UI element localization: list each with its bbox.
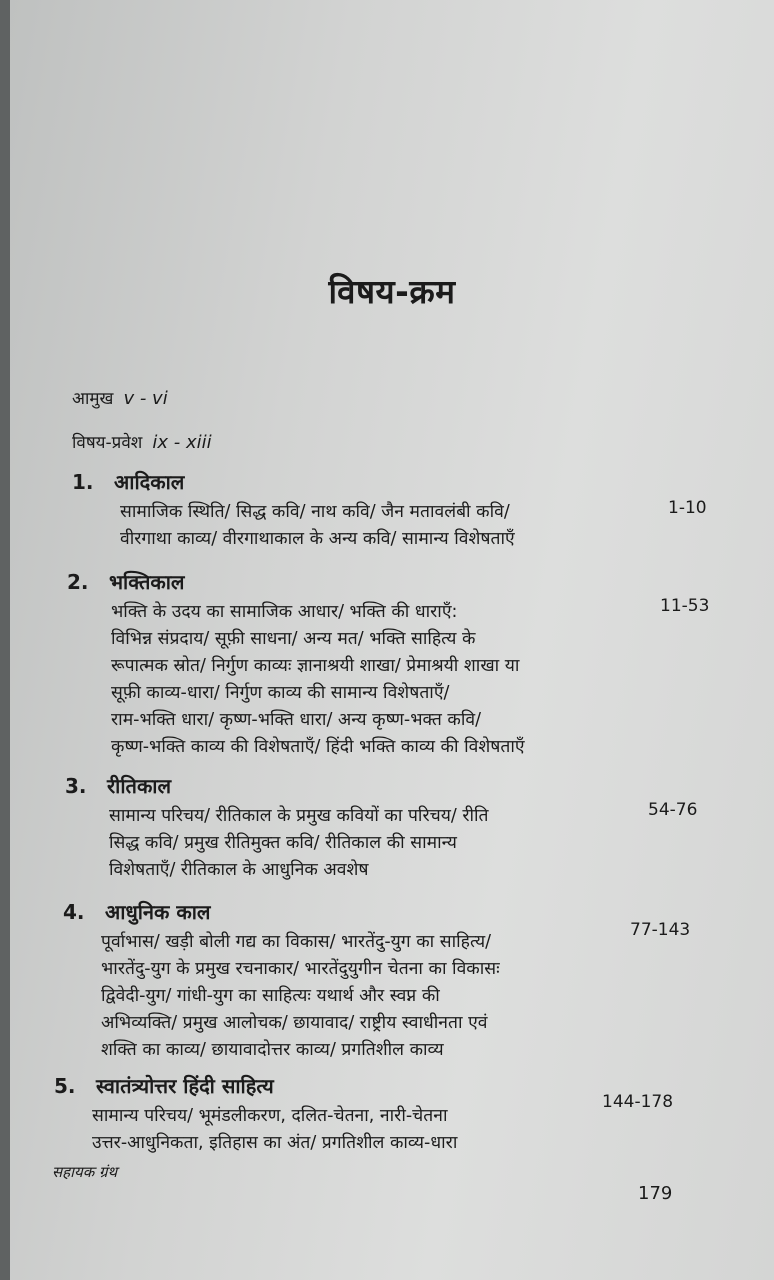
contents-line: भक्ति के उदय का सामाजिक आधार/ भक्ति की धाराएँ: bbox=[111, 602, 458, 622]
chapter-heading bbox=[63, 898, 500, 925]
intro-label: विषय-प्रवेश bbox=[72, 433, 143, 453]
chapter-contents bbox=[101, 929, 500, 1064]
chapter-title: भक्तिकाल bbox=[109, 570, 185, 594]
references-label: सहायक ग्रंथ bbox=[52, 1163, 118, 1181]
chapter-number: 1. bbox=[72, 470, 94, 494]
chapter-title: आदिकाल bbox=[114, 470, 185, 494]
chapter-contents bbox=[92, 1103, 457, 1157]
chapter-heading bbox=[65, 772, 489, 799]
chapter-title: आधुनिक काल bbox=[105, 900, 211, 924]
chapter-3 bbox=[65, 772, 489, 884]
chapter-contents bbox=[120, 499, 515, 553]
chapter-heading bbox=[67, 568, 525, 595]
chapter-heading bbox=[54, 1072, 457, 1099]
intro-item-introduction bbox=[72, 430, 212, 453]
contents-line: शक्ति का काव्य/ छायावादोत्तर काव्य/ प्रगतिशील काव्य bbox=[101, 1040, 444, 1060]
contents-line: कृष्ण-भक्ति काव्य की विशेषताएँ/ हिंदी भक्ति काव्य की विशेषताएँ bbox=[111, 737, 525, 757]
chapter-heading bbox=[72, 468, 515, 495]
chapter-5 bbox=[54, 1072, 457, 1157]
contents-line: सामान्य परिचय/ भूमंडलीकरण, दलित-चेतना, नारी-चेतना bbox=[92, 1106, 448, 1126]
chapter-title: स्वातंत्र्योत्तर हिंदी साहित्य bbox=[96, 1074, 274, 1098]
chapter-1-pages: 1-10 bbox=[668, 498, 707, 518]
book-page bbox=[10, 0, 774, 1280]
chapter-3-pages: 54-76 bbox=[648, 800, 698, 820]
page-title: विषय-क्रम bbox=[328, 272, 456, 311]
contents-line: राम-भक्ति धारा/ कृष्ण-भक्ति धारा/ अन्य कृष्ण-भक्त कवि/ bbox=[111, 710, 482, 730]
chapter-contents bbox=[111, 599, 525, 761]
contents-line: सूफ़ी काव्य-धारा/ निर्गुण काव्य की सामान्य विशेषताएँ/ bbox=[111, 683, 450, 703]
chapter-number: 4. bbox=[63, 900, 85, 924]
contents-line: सामाजिक स्थिति/ सिद्ध कवि/ नाथ कवि/ जैन मतावलंबी कवि/ bbox=[120, 502, 510, 522]
chapter-4-pages: 77-143 bbox=[630, 920, 691, 940]
chapter-2-pages: 11-53 bbox=[660, 596, 710, 616]
chapter-5-pages: 144-178 bbox=[602, 1092, 674, 1112]
chapter-number: 3. bbox=[65, 774, 87, 798]
intro-item-preface bbox=[72, 386, 168, 409]
chapter-1 bbox=[72, 468, 515, 553]
contents-line: सिद्ध कवि/ प्रमुख रीतिमुक्त कवि/ रीतिकाल की सामान्य bbox=[109, 833, 457, 853]
contents-line: पूर्वाभास/ खड़ी बोली गद्य का विकास/ भारतेंदु-युग का साहित्य/ bbox=[101, 932, 492, 952]
contents-line: उत्तर-आधुनिकता, इतिहास का अंत/ प्रगतिशील काव्य-धारा bbox=[92, 1133, 458, 1153]
chapter-number: 2. bbox=[67, 570, 89, 594]
contents-line: द्विवेदी-युग/ गांधी-युग का साहित्यः यथार्थ और स्वप्न की bbox=[101, 986, 440, 1006]
chapter-title: रीतिकाल bbox=[107, 774, 172, 798]
contents-line: विशेषताएँ/ रीतिकाल के आधुनिक अवशेष bbox=[109, 860, 369, 880]
contents-line: भारतेंदु-युग के प्रमुख रचनाकार/ भारतेंदुयुगीन चेतना का विकासः bbox=[101, 959, 500, 979]
chapter-2 bbox=[67, 568, 525, 761]
contents-line: अभिव्यक्ति/ प्रमुख आलोचक/ छायावाद/ राष्ट्रीय स्वाधीनता एवं bbox=[101, 1013, 488, 1033]
chapter-number: 5. bbox=[54, 1074, 76, 1098]
contents-line: रूपात्मक स्रोत/ निर्गुण काव्यः ज्ञानाश्रयी शाखा/ प्रेमाश्रयी शाखा या bbox=[111, 656, 520, 676]
intro-pages: v - vi bbox=[123, 388, 168, 409]
intro-label: आमुख bbox=[72, 389, 114, 409]
references-page-number: 179 bbox=[638, 1183, 673, 1204]
intro-pages: ix - xiii bbox=[152, 432, 212, 453]
chapter-contents bbox=[109, 803, 489, 884]
contents-line: सामान्य परिचय/ रीतिकाल के प्रमुख कवियों का परिचय/ रीति bbox=[109, 806, 489, 826]
contents-line: विभिन्न संप्रदाय/ सूफ़ी साधना/ अन्य मत/ भक्ति साहित्य के bbox=[111, 629, 476, 649]
contents-line: वीरगाथा काव्य/ वीरगाथाकाल के अन्य कवि/ सामान्य विशेषताएँ bbox=[120, 529, 515, 549]
chapter-4 bbox=[63, 898, 500, 1064]
